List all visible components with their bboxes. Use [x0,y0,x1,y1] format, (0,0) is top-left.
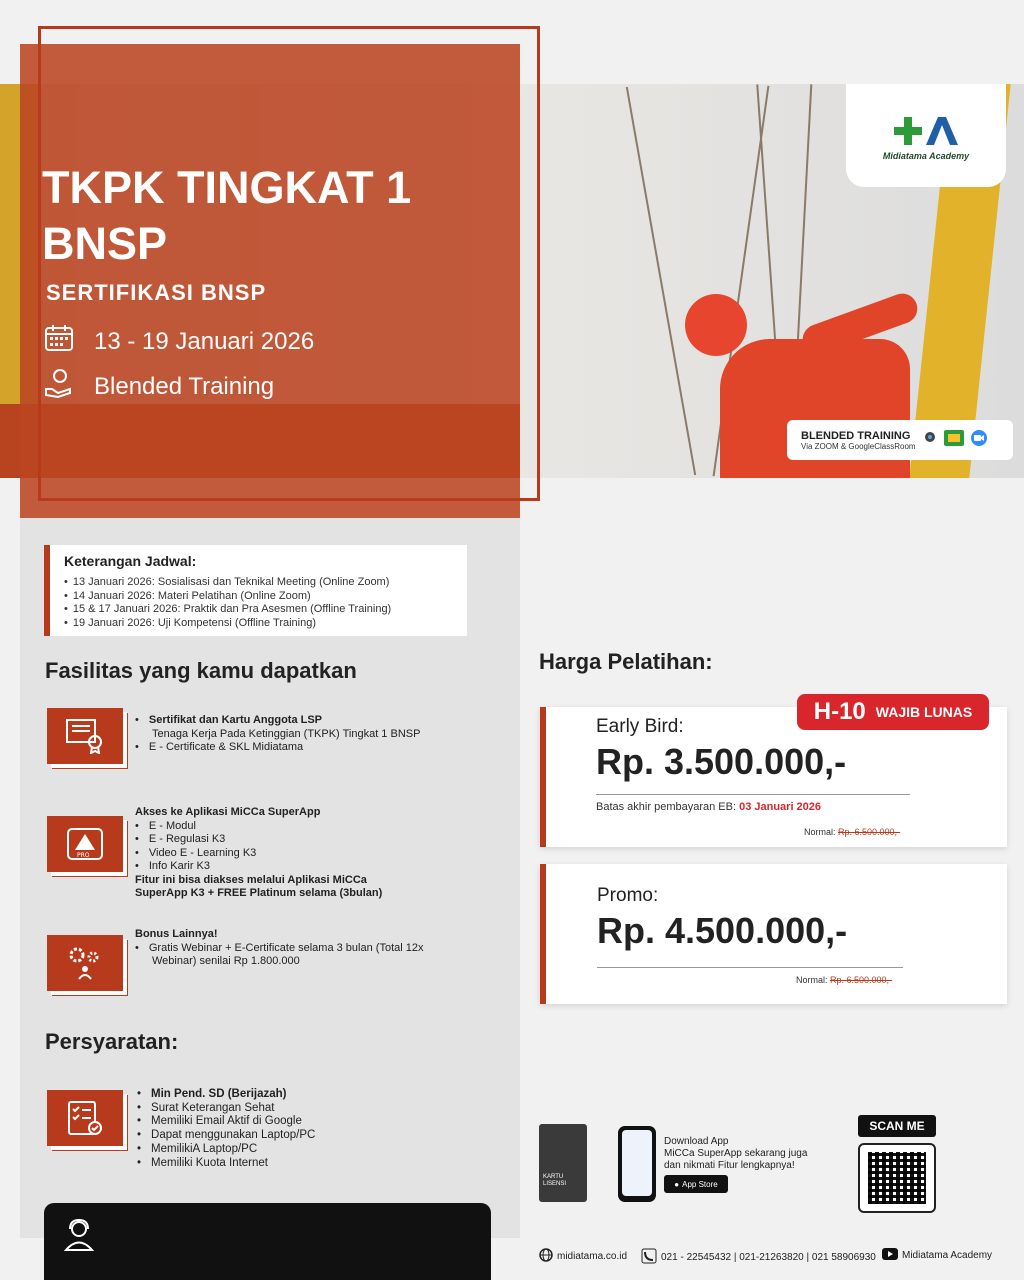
facility-line: E - Modul [148,819,196,832]
course-title [42,160,482,272]
facility-note: Fitur ini bisa diakses melalui Aplikasi MiCCa [135,873,367,886]
h10-text: H-10 [813,698,866,725]
requirement-item: Min Pend. SD (Berijazah) [151,1088,287,1100]
facility-line: Info Karir K3 [148,860,210,872]
facility-bonus [135,928,423,969]
date-row [44,323,314,360]
webcam-icon [922,430,938,451]
divider [597,967,903,968]
logo-mark-icon [886,111,966,151]
logo-text: Midiatama Academy [882,150,970,161]
zoom-icon [970,429,988,452]
qr-code[interactable] [858,1143,936,1213]
footer-youtube[interactable]: Midiatama Academy [882,1248,992,1263]
facility-line: Video E - Learning K3 [148,846,257,859]
facility-certificate [135,714,420,755]
facility-line: E - Regulasi K3 [148,833,226,845]
gears-person-icon [47,935,123,991]
checklist-icon [47,1090,123,1146]
footer-website[interactable]: midiatama.co.id [539,1248,627,1265]
requirement-item: Surat Keterangan Sehat [151,1101,275,1114]
facility-title: Bonus Lainnya! [135,928,218,940]
svg-text:PRO: PRO [77,852,90,859]
early-normal-price: Normal: Rp. 6.500.000,- [804,827,901,837]
license-card-image [539,1124,587,1202]
schedule-box [44,545,467,636]
headset-person-icon [62,1217,96,1256]
requirements-heading: Persyaratan: [45,1029,179,1054]
contact-bar [44,1203,491,1280]
scan-me-label: SCAN ME [858,1115,936,1137]
schedule-item: • 13 Januari 2026: Sosialisasi dan Teknikal Meeting (Online Zoom) [64,576,467,590]
phone-icon [641,1248,657,1267]
schedule-heading: Keterangan Jadwal: [64,553,197,569]
facility-note: SuperApp K3 + FREE Platinum selama (3bulan) [135,887,383,899]
youtube-icon [882,1248,898,1263]
qr-code-pattern [868,1152,926,1204]
facility-app-access [135,806,382,901]
requirement-item: Memiliki Kuota Internet [151,1156,268,1169]
mode-row [44,367,274,406]
requirement-item: MemilikiA Laptop/PC [151,1142,258,1155]
footer-phones: 021 - 22545432 | 021-21263820 | 021 58906930 [641,1248,876,1267]
facility-title: Akses ke Aplikasi MiCCa SuperApp [135,806,321,818]
promo-normal-price: Normal: Rp. 6.500.000,- [796,975,893,985]
eb-deadline: Batas akhir pembayaran EB: 03 Januari 2026 [596,801,822,813]
facility-line: Gratis Webinar + E-Certificate selama 3 bulan (Total 12x [148,941,424,954]
phone-mockup [618,1126,656,1202]
requirements-list [137,1088,315,1170]
training-hand-icon [44,367,74,406]
download-app-text: Download App MiCCa SuperApp sekarang juga dan nikmati Fitur lengkapnya! [664,1136,808,1171]
apple-icon: ● [674,1179,680,1189]
app-store-button[interactable]: ● App Store [664,1175,728,1193]
early-bird-label: Early Bird: [596,716,684,737]
blended-training-badge [787,420,1013,460]
certificate-icon [47,708,123,764]
early-bird-price: Rp. 3.500.000,- [596,741,847,782]
calendar-icon [44,323,74,360]
promo-label: Promo: [597,885,659,906]
rope [626,87,696,475]
divider [596,794,910,795]
blended-badge-title: BLENDED TRAINING [801,429,911,442]
eb-deadline-date: 03 Januari 2026 [739,801,822,813]
promo-price: Rp. 4.500.000,- [597,910,848,951]
schedule-item: • 15 & 17 Januari 2026: Praktik dan Pra Asesmen (Offline Training) [64,603,467,617]
h10-badge [797,694,989,730]
facilities-heading: Fasilitas yang kamu dapatkan [45,658,357,683]
app-pro-icon [47,816,123,872]
training-mode: Blended Training [94,372,275,400]
schedule-item: • 14 Januari 2026: Materi Pelatihan (Online Zoom) [64,590,467,604]
facility-line: Webinar) senilai Rp 1.800.000 [152,955,300,967]
facility-title: Sertifikat dan Kartu Anggota LSP [148,714,323,726]
title-line-2: BNSP [42,218,168,269]
facility-line: Tenaga Kerja Pada Ketinggian (TKPK) Tingkat 1 BNSP [152,727,421,740]
course-subtitle: SERTIFIKASI BNSP [46,280,267,305]
blended-badge-subtitle: Via ZOOM & GoogleClassRoom [801,441,916,451]
google-classroom-icon [944,430,964,451]
title-line-1: TKPK TINGKAT 1 [42,162,412,213]
phone-screen [622,1130,652,1196]
wajib-lunas-text: WAJIB LUNAS [875,704,973,720]
facility-line: E - Certificate & SKL Midiatama [148,741,304,753]
worker-helmet [685,294,747,356]
midiatama-logo [846,84,1006,187]
requirement-item: Dapat menggunakan Laptop/PC [151,1129,316,1142]
requirement-item: Memiliki Email Aktif di Google [151,1115,302,1128]
pricing-heading: Harga Pelatihan: [539,649,713,674]
license-card-text: KARTU LISENSI [543,1174,567,1187]
training-date: 13 - 19 Januari 2026 [94,327,315,355]
schedule-item: • 19 Januari 2026: Uji Kompetensi (Offline Training) [64,617,467,631]
promo-card [540,864,1007,1004]
globe-icon [539,1248,553,1265]
